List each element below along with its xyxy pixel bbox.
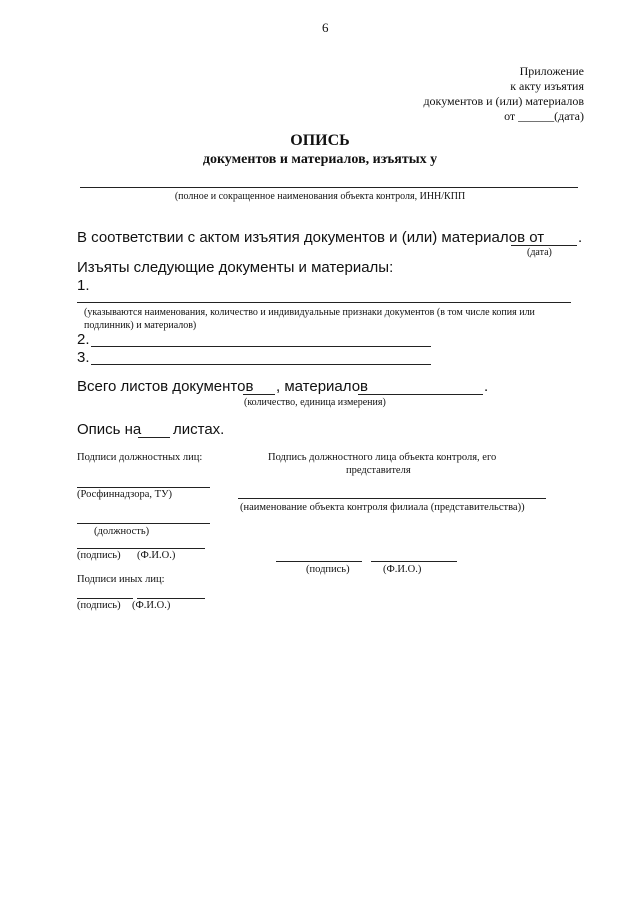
page-number: 6 [322,20,329,35]
total-materials-label: , материалов [276,378,368,395]
opis-suffix: листах. [173,421,225,438]
total-sheets-label: Всего листов документов [77,378,254,395]
act-date-line [511,245,577,246]
controlled-heading-1: Подпись должностного лица объекта контроля, его [268,452,497,463]
totals-period: . [484,378,489,395]
officials-heading: Подписи должностных лиц: [77,452,203,463]
appendix-line-4: от ______(дата) [504,109,584,123]
official-fio-caption: (Ф.И.О.) [137,550,176,561]
item-number-3: 3. [77,349,90,366]
document-subtitle: документов и материалов, изъятых у [202,152,438,167]
official-sign-line [77,548,205,549]
controlled-sign-line [276,561,362,562]
items-caption: (указываются наименования, количество и индивидуальные признаки документов (в том числе копия или подлинник) и материалов) [84,307,535,331]
position-caption: (должность) [94,526,150,537]
controlled-fio-line [371,561,457,562]
object-name-line [80,187,578,188]
rosfin-line [77,487,210,488]
total-sheets-line [243,394,275,395]
seized-heading: Изъяты следующие документы и материалы: [77,259,394,276]
branch-line [238,498,546,499]
appendix-line-3: документов и (или) материалов [423,94,584,108]
item-line-2 [91,346,431,347]
appendix-line-2: к акту изъятия [510,79,584,93]
object-name-caption: (полное и сокращенное наименования объекта контроля, ИНН/КПП [174,191,466,202]
appendix-line-1: Приложение [519,64,584,78]
controlled-sign-caption: (подпись) [306,564,350,575]
official-sign-caption: (подпись) [77,550,121,561]
rosfin-caption: (Росфиннадзора, ТУ) [77,489,173,500]
other-sign-line [77,598,133,599]
totals-caption: (количество, единица измерения) [244,397,386,408]
other-fio-line [137,598,205,599]
branch-caption: (наименование объекта контроля филиала (представительства)) [240,502,525,513]
total-materials-line [358,394,483,395]
controlled-fio-caption: (Ф.И.О.) [383,564,422,575]
other-fio-caption: (Ф.И.О.) [132,600,171,611]
other-heading: Подписи иных лиц: [77,574,165,585]
document-title: ОПИСЬ [290,132,350,149]
act-date-caption: (дата) [527,247,552,258]
accordance-text: В соответствии с актом изъятия документов и (или) материалов от [77,229,545,246]
item-number-2: 2. [77,331,90,348]
position-line [77,523,210,524]
item-line-1 [77,302,571,303]
accordance-period: . [578,229,583,246]
item-number-1: 1. [77,277,90,294]
other-sign-caption: (подпись) [77,600,121,611]
controlled-heading-2: представителя [346,465,411,476]
opis-prefix: Опись на [77,421,142,438]
item-line-3 [91,364,431,365]
opis-sheets-line [138,437,170,438]
